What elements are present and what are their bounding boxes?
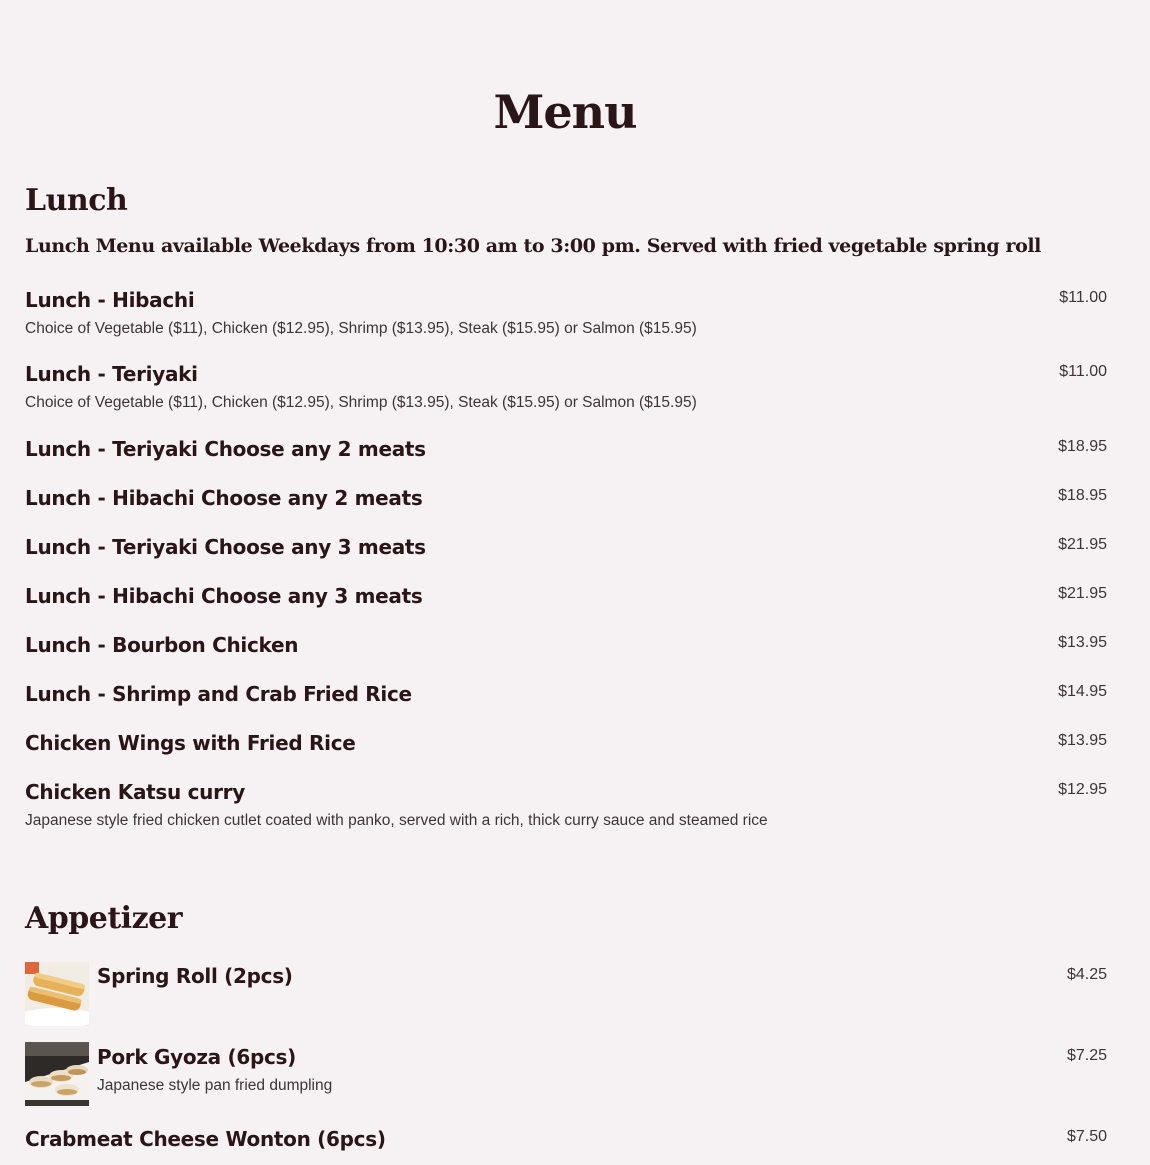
menu-item-name: Lunch - Bourbon Chicken xyxy=(25,633,299,657)
menu-item-name: Lunch - Hibachi xyxy=(25,288,195,312)
menu-item-price: $18.95 xyxy=(1058,438,1107,455)
menu-item-name: Pork Gyoza (6pcs) xyxy=(97,1045,296,1069)
spring-roll-photo xyxy=(25,962,89,1026)
menu-item[interactable] xyxy=(25,583,1107,609)
menu-item[interactable] xyxy=(25,779,1107,831)
menu-item[interactable] xyxy=(25,287,1107,339)
menu-item-description: Choice of Vegetable ($11), Chicken ($12.95), Shrimp ($13.95), Steak ($15.95) or Salmon ($15.95) xyxy=(25,320,697,337)
menu-item[interactable] xyxy=(25,632,1107,658)
menu-item-name: Lunch - Hibachi Choose any 2 meats xyxy=(25,486,423,510)
menu-item[interactable] xyxy=(25,1126,1107,1152)
menu-item-price: $21.95 xyxy=(1058,536,1107,553)
section-heading-appetizer: Appetizer xyxy=(25,901,182,936)
menu-item-price: $13.95 xyxy=(1058,732,1107,749)
menu-item-price: $12.95 xyxy=(1058,781,1107,798)
menu-item-price: $18.95 xyxy=(1058,487,1107,504)
menu-item-name: Lunch - Teriyaki xyxy=(25,362,198,386)
menu-item-description: Japanese style pan fried dumpling xyxy=(97,1077,333,1094)
section-heading-lunch: Lunch xyxy=(25,183,128,218)
menu-item[interactable] xyxy=(25,681,1107,707)
menu-item-name: Lunch - Teriyaki Choose any 2 meats xyxy=(25,437,426,461)
menu-item[interactable] xyxy=(25,485,1107,511)
menu-item-name: Spring Roll (2pcs) xyxy=(97,964,293,988)
menu-item[interactable] xyxy=(25,963,1107,1025)
menu-item[interactable] xyxy=(25,534,1107,560)
menu-item-name: Lunch - Teriyaki Choose any 3 meats xyxy=(25,535,426,559)
menu-item-price: $4.25 xyxy=(1066,966,1107,983)
menu-item[interactable] xyxy=(25,1044,1107,1106)
menu-item[interactable] xyxy=(25,436,1107,462)
menu-item-price: $7.25 xyxy=(1066,1047,1107,1064)
menu-item-price: $11.00 xyxy=(1059,289,1107,306)
menu-item-price: $13.95 xyxy=(1058,634,1107,651)
menu-item-price: $14.95 xyxy=(1058,683,1107,700)
menu-item-name: Chicken Katsu curry xyxy=(25,780,245,804)
menu-item-price: $11.00 xyxy=(1059,363,1107,380)
menu-item-description: Japanese style fried chicken cutlet coated with panko, served with a rich, thick curry sauce and steamed rice xyxy=(25,812,768,829)
menu-item-price: $21.95 xyxy=(1058,585,1107,602)
menu-item-name: Lunch - Shrimp and Crab Fried Rice xyxy=(25,682,412,706)
menu-item[interactable] xyxy=(25,361,1107,413)
menu-item[interactable] xyxy=(25,730,1107,756)
menu-item-name: Lunch - Hibachi Choose any 3 meats xyxy=(25,584,423,608)
lunch-availability-note: Lunch Menu available Weekdays from 10:30 am to 3:00 pm. Served with fried vegetable spring roll xyxy=(25,235,1041,257)
gyoza-photo xyxy=(25,1042,89,1106)
page-title: Menu xyxy=(493,85,637,139)
menu-item-price: $7.50 xyxy=(1066,1128,1107,1145)
menu-item-name: Chicken Wings with Fried Rice xyxy=(25,731,356,755)
menu-item-name: Crabmeat Cheese Wonton (6pcs) xyxy=(25,1127,386,1151)
menu-item-description: Choice of Vegetable ($11), Chicken ($12.95), Shrimp ($13.95), Steak ($15.95) or Salmon ($15.95) xyxy=(25,394,697,411)
